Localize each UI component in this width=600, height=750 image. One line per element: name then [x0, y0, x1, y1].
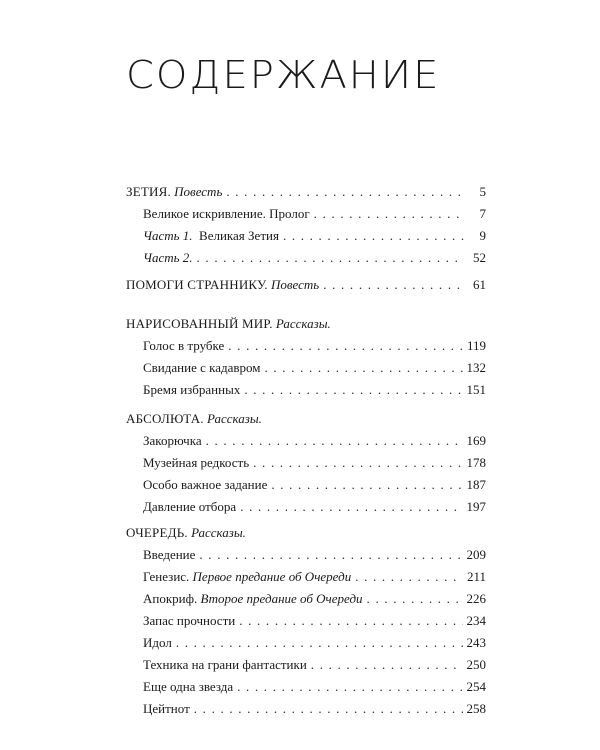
toc-entry[interactable]	[126, 408, 486, 430]
dot-leader	[226, 181, 464, 203]
dot-leader	[239, 610, 462, 632]
page-number: 226	[466, 591, 486, 606]
dot-leader	[237, 676, 462, 698]
toc-entry[interactable]	[126, 203, 486, 225]
toc-entry[interactable]	[126, 654, 486, 676]
dot-leader	[253, 452, 462, 474]
toc-entry[interactable]	[126, 335, 486, 357]
toc-entry[interactable]	[126, 610, 486, 632]
entry-title: Свидание с кадавром	[143, 360, 261, 375]
entry-part: Часть 2.	[143, 250, 193, 265]
toc-entry[interactable]	[126, 313, 486, 335]
dot-leader	[206, 430, 463, 452]
section-genre: Рассказы.	[207, 411, 262, 426]
section-title: ЗЕТИЯ.	[126, 184, 171, 199]
toc-entry[interactable]	[126, 452, 486, 474]
toc-entry[interactable]	[126, 225, 486, 247]
page-number: 234	[466, 613, 486, 628]
dot-leader	[323, 274, 464, 296]
page-number: 211	[466, 569, 486, 584]
entry-title: Запас прочности	[143, 613, 236, 628]
entry-title: Идол	[143, 635, 172, 650]
dot-leader	[355, 566, 463, 588]
dot-leader	[314, 203, 464, 225]
toc-entry[interactable]	[126, 379, 486, 401]
toc-entry[interactable]	[126, 522, 486, 544]
toc-entry[interactable]	[126, 474, 486, 496]
toc-entry[interactable]	[126, 247, 486, 269]
toc-entry[interactable]	[126, 632, 486, 654]
page-number: 178	[466, 455, 486, 470]
entry-title: Еще одна звезда	[143, 679, 234, 694]
toc-entry[interactable]	[126, 676, 486, 698]
page-number: 258	[466, 701, 486, 716]
section-title: АБСОЛЮТА.	[126, 411, 204, 426]
toc-section-pomogi-stranniku	[126, 274, 486, 296]
page-number: 61	[473, 277, 486, 292]
entry-subtitle: Второе предание об Очереди	[200, 591, 363, 606]
entry-title: Закорючка	[143, 433, 202, 448]
page-number: 169	[466, 433, 486, 448]
entry-title: Особо важное задание	[143, 477, 268, 492]
toc-section-absolyuta	[126, 408, 486, 518]
section-genre: Рассказы.	[275, 316, 331, 331]
section-genre: Рассказы.	[191, 525, 246, 540]
entry-title: Бремя избранных	[143, 382, 241, 397]
entry-title: Цейтнот	[143, 701, 190, 716]
page-number: 151	[466, 382, 486, 397]
page-number: 254	[466, 679, 486, 694]
page-number: 187	[466, 477, 486, 492]
toc-entry[interactable]	[126, 181, 486, 203]
toc-entry[interactable]	[126, 496, 486, 518]
section-title: НАРИСОВАННЫЙ МИР.	[126, 316, 273, 331]
toc-entry[interactable]	[126, 588, 486, 610]
toc-entry[interactable]	[126, 544, 486, 566]
page-number: 132	[466, 360, 486, 375]
dot-leader	[194, 698, 463, 720]
entry-title: Генезис.	[143, 569, 190, 584]
section-genre: Повесть	[174, 184, 223, 199]
dot-leader	[176, 632, 463, 654]
page-number: 243	[466, 635, 486, 650]
entry-title: Голос в трубке	[143, 338, 225, 353]
entry-title: Великое искривление. Пролог	[143, 206, 310, 221]
toc-entry[interactable]	[126, 357, 486, 379]
dot-leader	[199, 544, 462, 566]
page-title: СОДЕРЖАНИЕ	[126, 53, 441, 98]
page-number: 209	[466, 547, 486, 562]
dot-leader	[271, 474, 462, 496]
dot-leader	[367, 588, 463, 610]
dot-leader	[311, 654, 463, 676]
toc-section-zetiya	[126, 181, 486, 269]
page-number: 197	[466, 499, 486, 514]
entry-title: Апокриф.	[143, 591, 198, 606]
page-number: 52	[473, 250, 486, 265]
section-title: ОЧЕРЕДЬ.	[126, 525, 188, 540]
dot-leader	[283, 225, 464, 247]
section-title: ПОМОГИ СТРАННИКУ.	[126, 277, 268, 292]
entry-subtitle: Первое предание об Очереди	[192, 569, 352, 584]
page-number: 9	[479, 228, 486, 243]
dot-leader	[197, 247, 464, 269]
page-number: 250	[466, 657, 486, 672]
toc-entry[interactable]	[126, 274, 486, 296]
entry-title: Техника на грани фантастики	[143, 657, 307, 672]
entry-title: Введение	[143, 547, 196, 562]
toc-entry[interactable]	[126, 566, 486, 588]
section-genre: Повесть	[271, 277, 320, 292]
toc-section-ochered	[126, 522, 486, 720]
toc-entry[interactable]	[126, 430, 486, 452]
toc-entry[interactable]	[126, 698, 486, 720]
dot-leader	[228, 335, 463, 357]
entry-title: Давление отбора	[143, 499, 237, 514]
entry-part: Часть 1.	[143, 228, 193, 243]
page-number: 119	[466, 338, 486, 353]
dot-leader	[265, 357, 463, 379]
toc-section-narisovannyi-mir	[126, 313, 486, 401]
dot-leader	[244, 379, 462, 401]
page-number: 7	[479, 206, 486, 221]
dot-leader	[240, 496, 462, 518]
entry-title: Музейная редкость	[143, 455, 250, 470]
entry-title: Великая Зетия	[199, 228, 279, 243]
page-number: 5	[479, 184, 486, 199]
